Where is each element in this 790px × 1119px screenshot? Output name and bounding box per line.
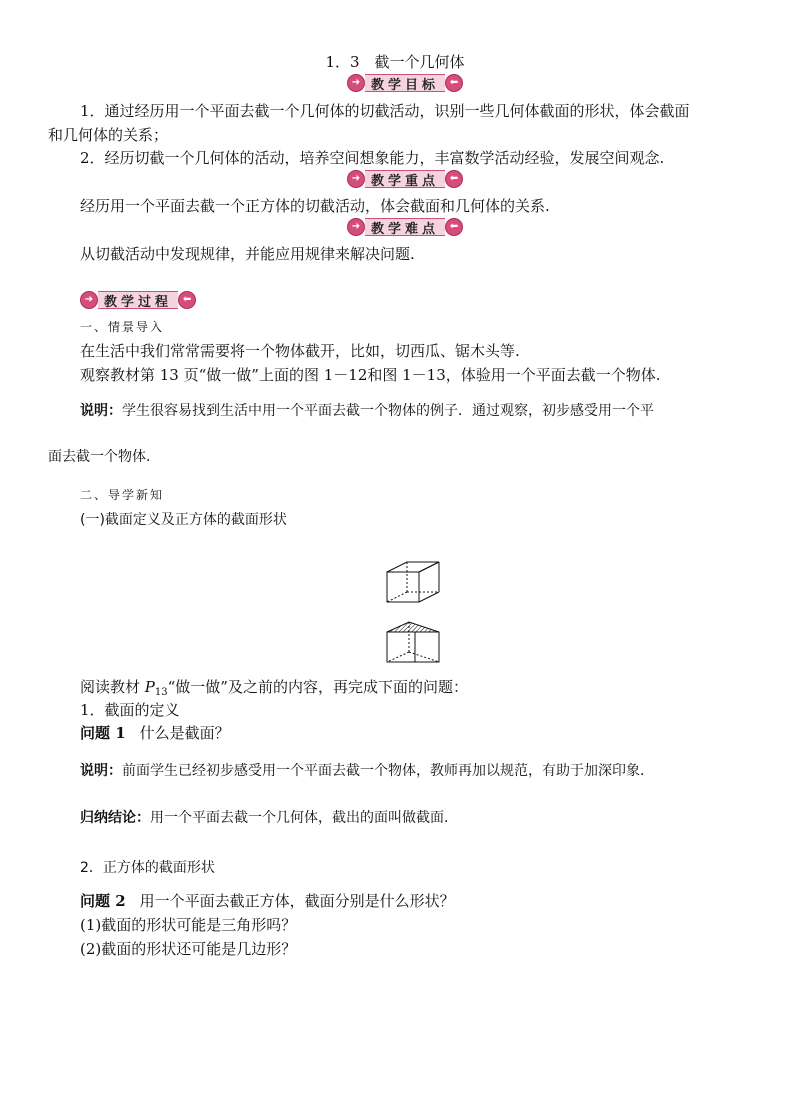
badge-label: 教学目标 — [365, 74, 445, 92]
question-1-text: 什么是截面？ — [139, 724, 230, 742]
section-1-line-1: 在生活中我们常常需要将一个物体截开，比如，切西瓜、锯木头等. — [80, 342, 520, 360]
read-page-letter: P — [144, 678, 155, 696]
conclusion-text: 用一个平面去截一个几何体，截出的面叫做截面． — [150, 810, 458, 826]
badge-teaching-process — [80, 291, 196, 309]
badge-key-points — [347, 170, 463, 188]
question-1 — [80, 722, 230, 743]
goal-item-2: 2．经历切截一个几何体的活动，培养空间想象能力，丰富数学活动经验，发展空间观念. — [80, 149, 665, 167]
section-2-subheading: (一)截面定义及正方体的截面形状 — [80, 512, 287, 528]
section-1-heading: 一、情景导入 — [80, 320, 165, 334]
question-2-label: 问题 2 — [80, 892, 126, 910]
badge-label: 教学重点 — [365, 170, 445, 188]
prism-figure-1 — [385, 560, 443, 606]
key-points-text: 经历用一个平面去截一个正方体的切截活动，体会截面和几何体的关系. — [80, 197, 550, 215]
badge-difficulties — [347, 218, 463, 236]
arrow-right-icon: ➔ — [347, 74, 365, 92]
question-2 — [80, 890, 455, 911]
question-2-text: 用一个平面去截正方体，截面分别是什么形状？ — [139, 892, 455, 910]
arrow-left-icon: ⬅ — [445, 74, 463, 92]
section-2-note — [80, 760, 654, 780]
question-2-sub-1: (1)截面的形状可能是三角形吗？ — [80, 916, 297, 934]
arrow-right-icon: ➔ — [347, 170, 365, 188]
read-prefix: 阅读教材 — [80, 678, 145, 696]
section-1-line-2: 观察教材第 13 页“做一做”上面的图 1－12和图 1－13，体验用一个平面去截一个物体. — [80, 366, 661, 384]
question-1-label: 问题 1 — [80, 724, 126, 742]
conclusion-label: 归纳结论： — [80, 810, 150, 826]
arrow-left-icon: ⬅ — [445, 170, 463, 188]
difficulties-text: 从切截活动中发现规律，并能应用规律来解决问题. — [80, 245, 415, 263]
arrow-right-icon: ➔ — [80, 291, 98, 309]
badge-label: 教学过程 — [98, 291, 178, 309]
note-label: 说明： — [80, 403, 122, 419]
arrow-left-icon: ⬅ — [178, 291, 196, 309]
badge-teaching-goals — [347, 74, 463, 92]
read-suffix: “做一做”及之前的内容，再完成下面的问题： — [167, 678, 468, 696]
arrow-right-icon: ➔ — [347, 218, 365, 236]
goal-item-1-line-2: 和几何体的关系； — [48, 126, 169, 144]
page-title: 1．3 截一个几何体 — [325, 53, 465, 71]
note-text: 学生很容易找到生活中用一个平面去截一个物体的例子．通过观察，初步感受用一个平 — [122, 403, 654, 419]
prism-figure-2 — [385, 620, 443, 666]
arrow-left-icon: ⬅ — [445, 218, 463, 236]
question-2-sub-2: (2)截面的形状还可能是几边形？ — [80, 940, 297, 958]
cube-section-title: 2．正方体的截面形状 — [80, 860, 215, 876]
note-label: 说明： — [80, 763, 122, 779]
read-page-number: 13 — [154, 687, 168, 698]
badge-label: 教学难点 — [365, 218, 445, 236]
conclusion — [80, 807, 458, 827]
section-1-note-line-2: 面去截一个物体． — [48, 449, 160, 465]
note-text: 前面学生已经初步感受用一个平面去截一个物体，教师再加以规范，有助于加深印象． — [122, 763, 654, 779]
section-2-heading: 二、导学新知 — [80, 488, 165, 502]
goal-item-1-line-1: 1．通过经历用一个平面去截一个几何体的切截活动，识别一些几何体截面的形状，体会截面 — [80, 102, 690, 120]
read-instruction — [80, 676, 468, 698]
section-1-note — [80, 400, 654, 420]
definition-title: 1．截面的定义 — [80, 701, 180, 719]
